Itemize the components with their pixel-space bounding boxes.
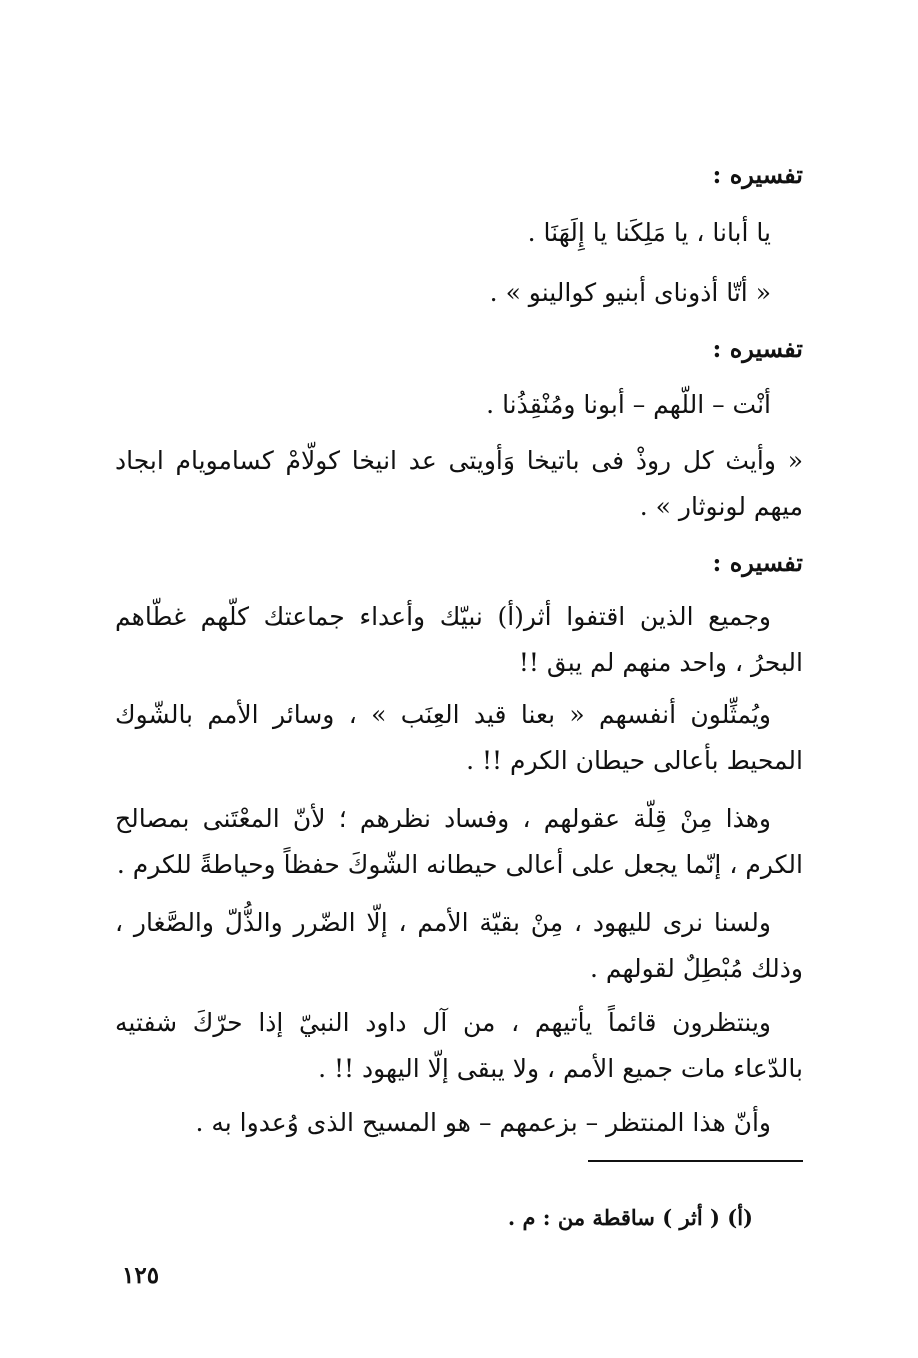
paragraph: « وأيث كل روذْ فى باتيخا وَأويتى عد انيخا كولّامْ كسامويام ابجاد ميهم لونوثار » . — [115, 446, 803, 521]
footnote: (أ) ( أثر ) ساقطة من : م . — [507, 1205, 753, 1230]
paragraph: يا أبانا ، يا مَلِكَنا يا إِلَهَنَا . — [527, 218, 771, 247]
paragraph: وجميع الذين اقتفوا أثر(أ) نبيّك وأعداء جماعتك كلّهم غطّاهم البحرُ ، واحد منهم لم يبق !! — [115, 602, 803, 677]
paragraph: ولسنا نرى لليهود ، مِنْ بقيّة الأمم ، إلّا الضّرر والذُّلّ والصَّغار ، وذلك مُبْطِلٌ لقولهم . — [115, 908, 803, 983]
paragraph: « أتّا أذوناى أبنيو كوالينو » . — [489, 278, 771, 307]
paragraph: ويُمثِّلون أنفسهم « بعنا قيد العِنَب » ، وسائر الأمم بالشّوك المحيط بأعالى حيطان الكرم !! . — [115, 700, 803, 775]
footnote-separator — [588, 1160, 803, 1162]
page-number: ١٢٥ — [122, 1262, 160, 1289]
paragraph: أنْت – اللّهم – أبونا ومُنْقِذُنا . — [486, 390, 771, 419]
heading-tafsiruh: تفسيره : — [712, 160, 803, 189]
paragraph: وأنّ هذا المنتظر – بزعمهم – هو المسيح الذى وُعدوا به . — [195, 1108, 771, 1137]
paragraph: وينتظرون قائماً يأتيهم ، من آل داود النبيّ إذا حرّكَ شفتيه بالدّعاء مات جميع الأمم ، ولا يبقى إلّا اليهود !! . — [115, 1008, 803, 1083]
heading-tafsiruh: تفسيره : — [712, 334, 803, 363]
paragraph: وهذا مِنْ قِلّة عقولهم ، وفساد نظرهم ؛ لأنّ المعْتَنى بمصالح الكرم ، إنّما يجعل على أعالى حيطانه الشّوكَ حفظاً وحياطةً للكرم . — [115, 804, 803, 879]
heading-tafsiruh: تفسيره : — [712, 548, 803, 577]
